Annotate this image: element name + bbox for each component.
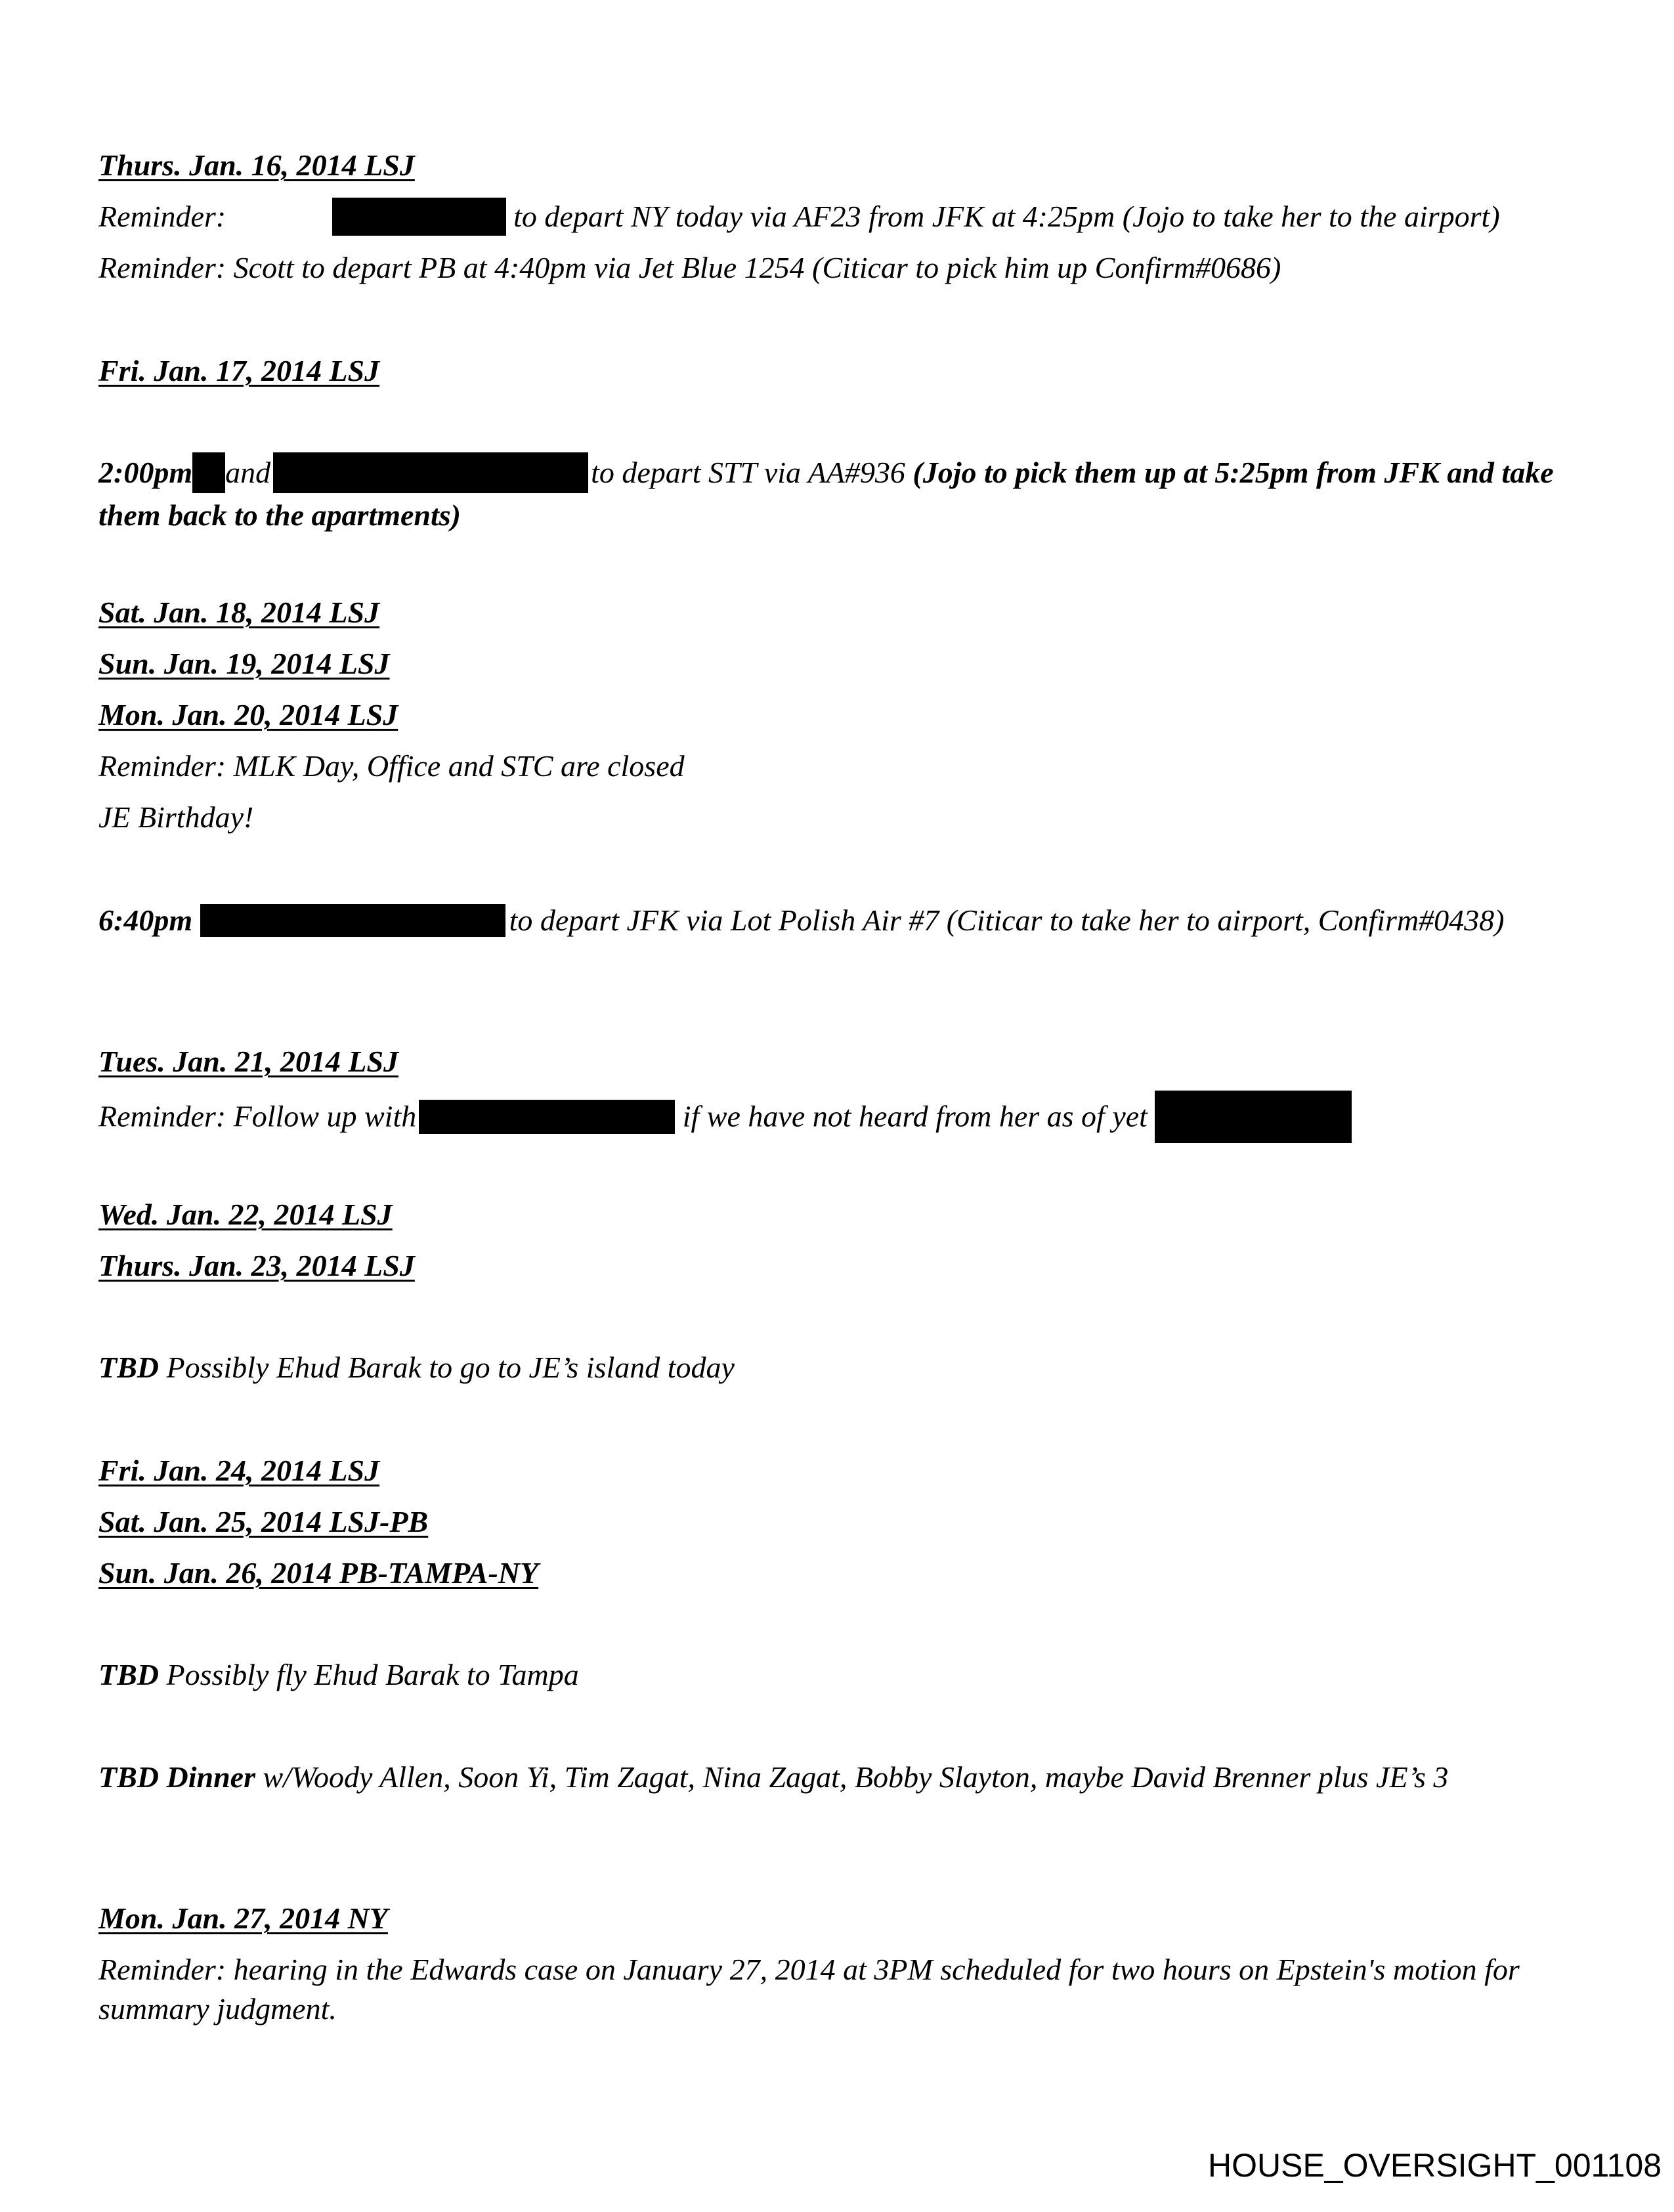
event-jan-20-departure — [98, 901, 1576, 940]
date-heading-jan-24: Fri. Jan. 24, 2014 LSJ — [98, 1454, 380, 1487]
reminder-text: if we have not heard from her as of yet — [675, 1099, 1155, 1133]
event-conjunction: and — [225, 456, 271, 489]
date-heading-jan-20: Mon. Jan. 20, 2014 LSJ — [98, 698, 398, 731]
tbd-label: TBD Dinner — [98, 1760, 255, 1794]
date-heading-jan-22: Wed. Jan. 22, 2014 LSJ — [98, 1198, 393, 1231]
redaction-box — [1155, 1091, 1352, 1143]
event-text: to depart JFK via Lot Polish Air #7 (Citicar to take her to airport, Confirm#0438) — [509, 903, 1505, 937]
date-heading-jan-26: Sun. Jan. 26, 2014 PB-TAMPA-NY — [98, 1556, 539, 1590]
redaction-box — [200, 904, 505, 937]
event-jan-26-tbd-flight — [98, 1655, 1576, 1695]
event-jan-23-tbd — [98, 1348, 1576, 1387]
event-time: 2:00pm — [98, 456, 193, 489]
bates-number: HOUSE_OVERSIGHT_001108 — [1208, 2147, 1662, 2184]
reminder-text: Reminder: Follow up with — [98, 1099, 417, 1133]
reminder-text: to depart NY today via AF23 from JFK at 4:25pm (Jojo to take her to the airport) — [505, 200, 1500, 233]
event-time: 6:40pm — [98, 903, 200, 937]
reminder-label: Reminder: — [98, 200, 234, 233]
date-heading-jan-19: Sun. Jan. 19, 2014 LSJ — [98, 647, 390, 680]
redaction-box — [419, 1100, 675, 1134]
date-heading-jan-23: Thurs. Jan. 23, 2014 LSJ — [98, 1249, 415, 1282]
date-heading-jan-27: Mon. Jan. 27, 2014 NY — [98, 1901, 388, 1935]
redaction-box — [192, 452, 225, 493]
event-text: to depart STT via AA#936 — [591, 456, 913, 489]
event-pickup-note: (Jojo to pick them up at 5:25pm from JFK and take them back to the apartments) — [98, 456, 1554, 532]
date-heading-jan-18: Sat. Jan. 18, 2014 LSJ — [98, 596, 380, 629]
reminder-jan-16-scott: Reminder: Scott to depart PB at 4:40pm via Jet Blue 1254 (Citicar to pick him up Confirm#0686) — [98, 251, 1281, 284]
event-text: Possibly fly Ehud Barak to Tampa — [159, 1658, 579, 1691]
reminder-jan-16-flight — [98, 197, 1576, 238]
event-jan-26-tbd-dinner — [98, 1758, 1576, 1797]
event-jan-17-departure — [98, 453, 1576, 535]
note-je-birthday: JE Birthday! — [98, 800, 254, 834]
event-text: Possibly Ehud Barak to go to JE’s island today — [159, 1351, 735, 1384]
date-heading-jan-16: Thurs. Jan. 16, 2014 LSJ — [98, 148, 415, 182]
tbd-label: TBD — [98, 1658, 159, 1691]
reminder-jan-27-hearing: Reminder: hearing in the Edwards case on January 27, 2014 at 3PM scheduled for two hours on Epstein's motion for summary judgment. — [98, 1953, 1520, 2026]
event-text: w/Woody Allen, Soon Yi, Tim Zagat, Nina Zagat, Bobby Slayton, maybe David Brenner plus JE’s 3 — [255, 1760, 1449, 1794]
reminder-jan-20-mlk: Reminder: MLK Day, Office and STC are closed — [98, 749, 685, 783]
date-heading-jan-17: Fri. Jan. 17, 2014 LSJ — [98, 354, 380, 387]
redaction-box — [273, 452, 588, 493]
date-heading-jan-25: Sat. Jan. 25, 2014 LSJ-PB — [98, 1505, 429, 1538]
reminder-jan-21-follow-up — [98, 1093, 1576, 1146]
redaction-box — [332, 198, 506, 236]
tbd-label: TBD — [98, 1351, 159, 1384]
date-heading-jan-21: Tues. Jan. 21, 2014 LSJ — [98, 1045, 399, 1078]
